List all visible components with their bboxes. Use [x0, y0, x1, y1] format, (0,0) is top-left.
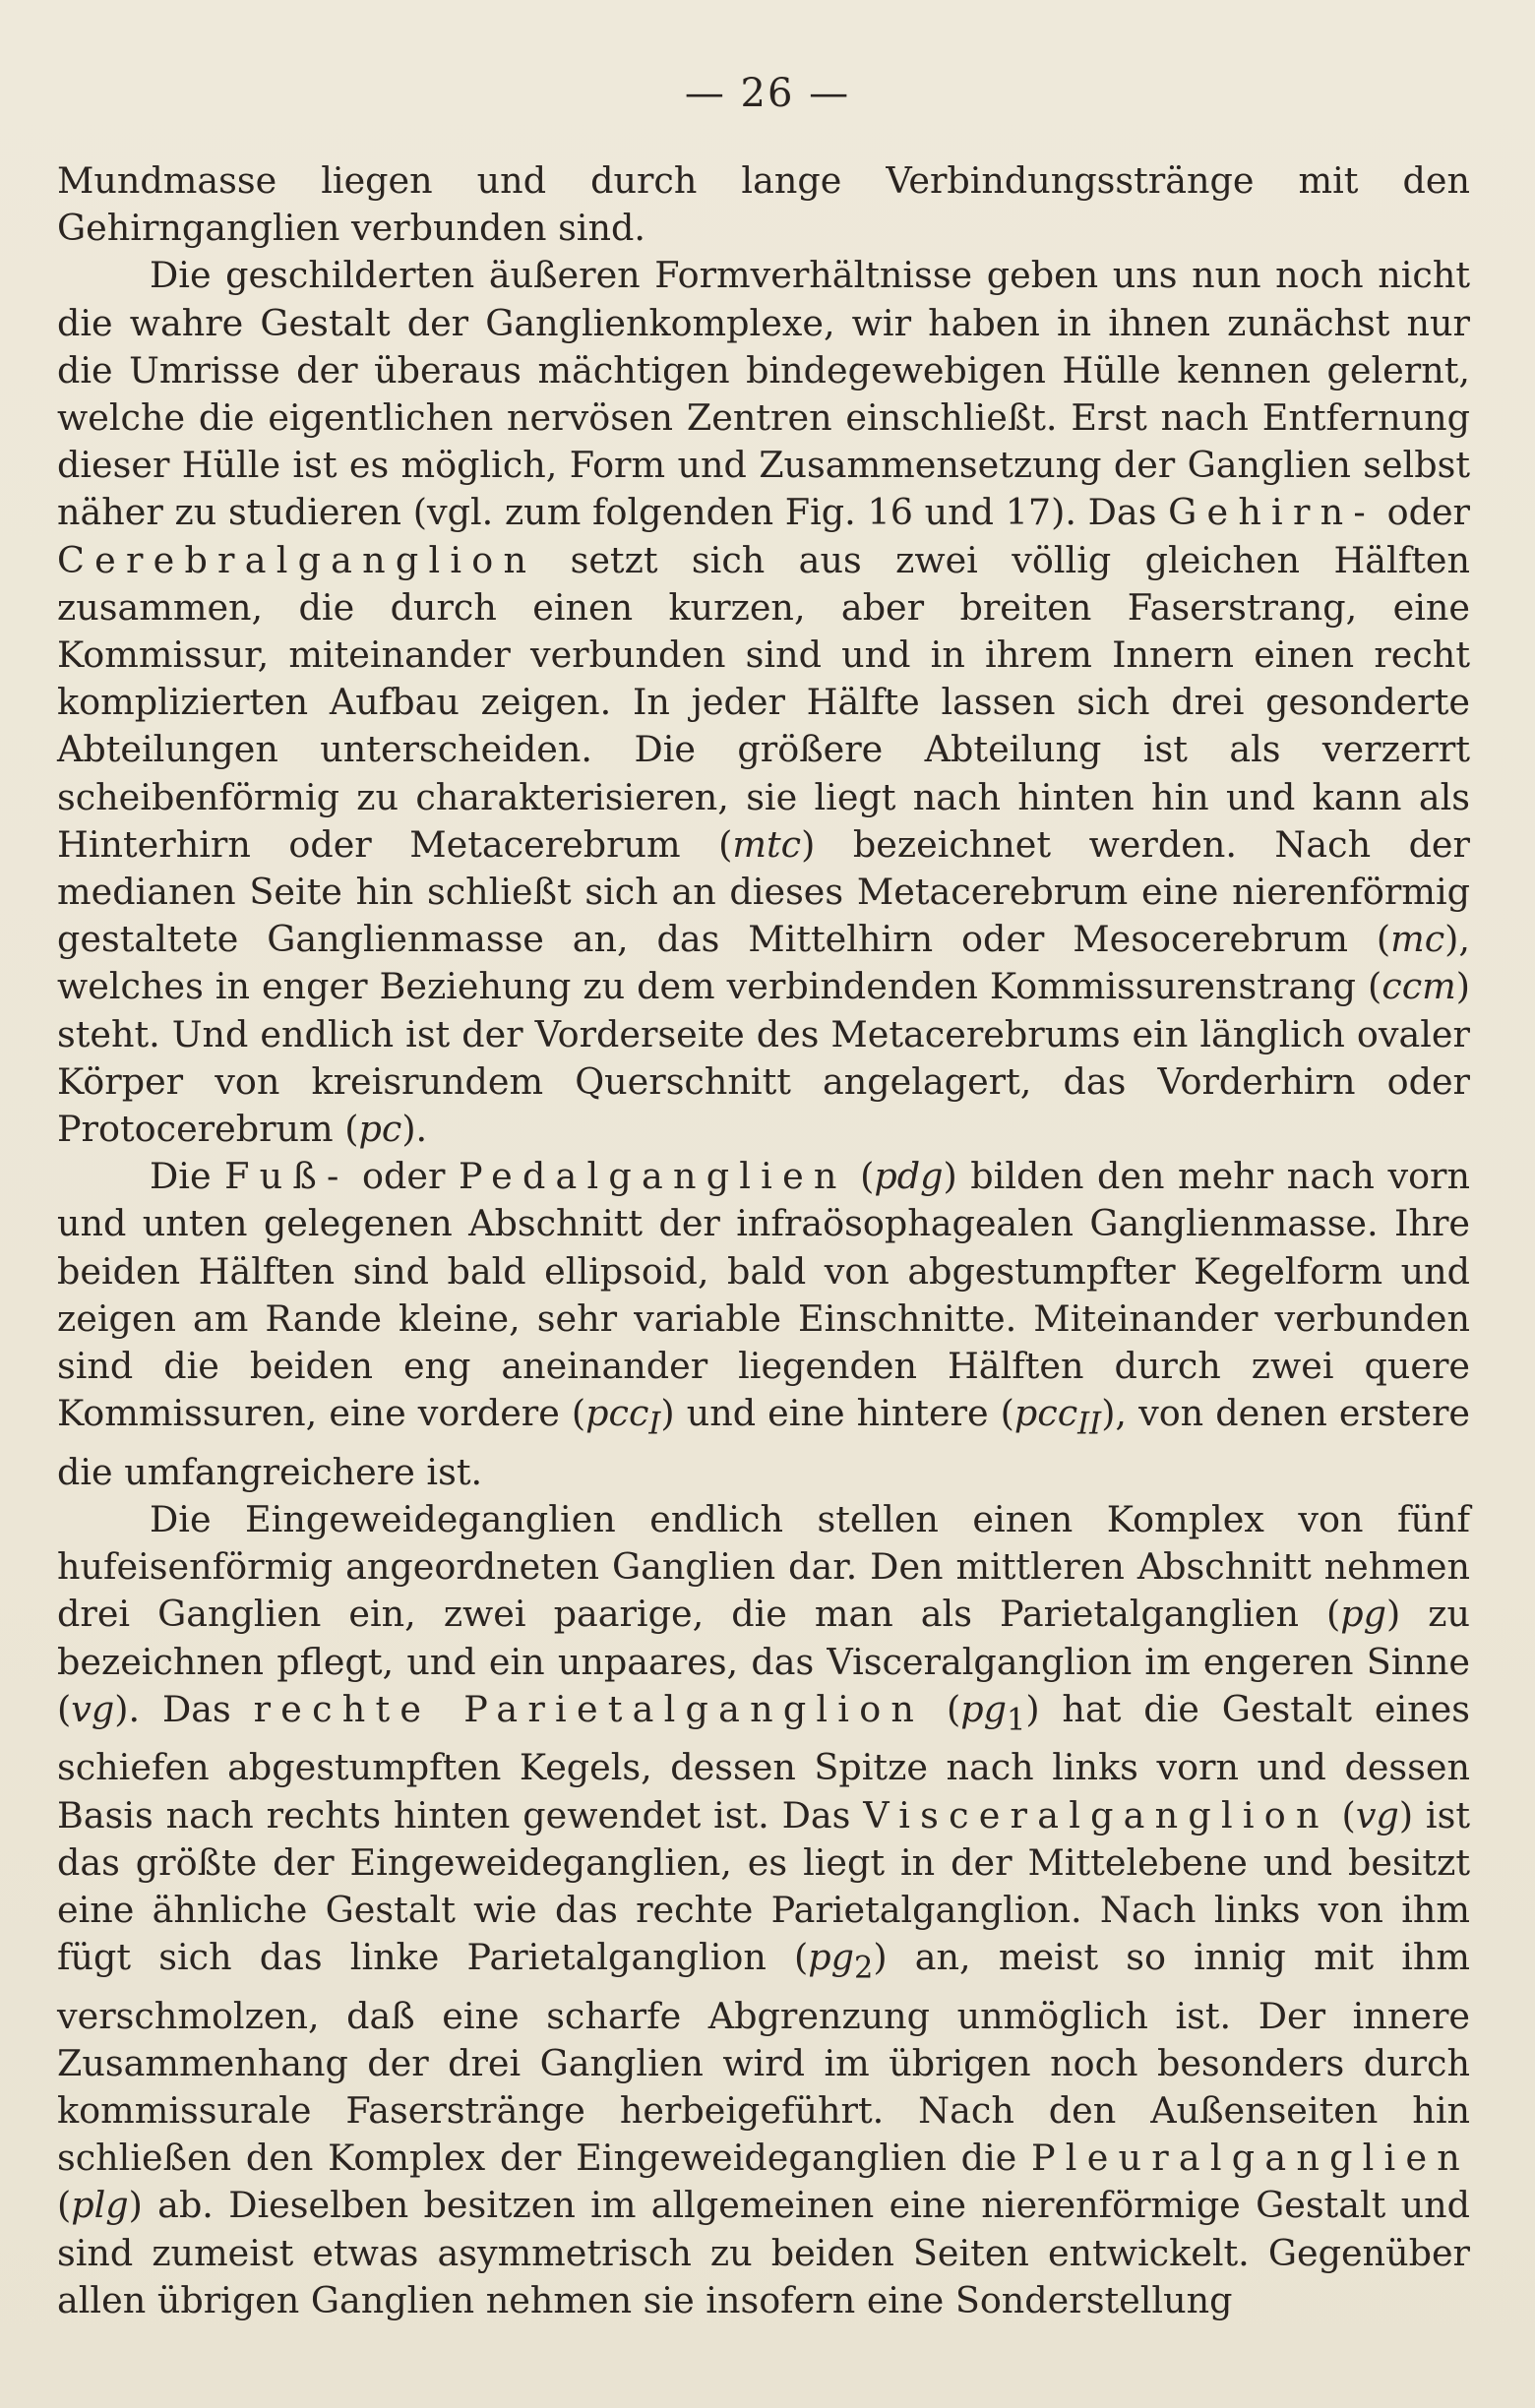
spaced-term: Pedalganglien: [458, 1155, 847, 1198]
figure-abbreviation: vg: [1355, 1793, 1399, 1836]
text-run: (: [57, 2184, 72, 2227]
text-run: Die geschilderten äußeren Formverhältnisse geben uns nun noch nicht die wahre Gestalt der Ganglienkomplexe, wir haben in ihnen zunächst nur die Umrisse der überaus mächtigen bindegewebigen Hülle kennen gelernt, welche die eigentlichen nervösen Zentren einschließt. Erst nach Entfernung dieser Hülle ist es möglich, Form und Zusammensetzung der Ganglien selbst näher zu studieren (vgl. zum folgenden Fig. 16 und 17). Das: [57, 254, 1470, 534]
subscript: 2: [854, 1951, 874, 1986]
spaced-term: Fuß-: [224, 1155, 349, 1198]
figure-abbreviation: plg: [71, 2184, 129, 2227]
figure-abbreviation: pc: [358, 1108, 402, 1151]
text-run: ) ist das größte der Eingeweideganglien, es liegt in der Mittelebene und besitzt eine ähnliche Gestalt wie das rechte Parietalganglion. Nach links von ihm fügt sich das linke Parietalganglion (: [57, 1793, 1470, 1979]
text-run: ) und eine hintere (: [660, 1392, 1014, 1435]
text-run: oder: [348, 1155, 459, 1198]
text-run: ) bezeichnet werden. Nach der medianen Seite hin schließt sich an dieses Metacerebrum eine nierenförmig gestaltete Ganglienmasse an, das Mittelhirn oder Mesocerebrum (: [57, 822, 1470, 961]
body-text: [57, 157, 1470, 2324]
figure-abbreviation: mc: [1390, 918, 1445, 961]
paragraph: [57, 157, 1470, 252]
spaced-term: Gehirn-: [1168, 491, 1376, 534]
text-run: ).: [401, 1108, 428, 1151]
spaced-term: Cerebralganglion: [57, 538, 537, 581]
subscript: 1: [1006, 1703, 1026, 1738]
text-run: ). Das: [114, 1687, 254, 1730]
text-run: Die: [150, 1155, 225, 1198]
figure-abbreviation: pdg: [874, 1155, 944, 1198]
page-number: — 26 —: [684, 71, 851, 116]
text-run: setzt sich aus zwei völlig gleichen Hälften zusammen, die durch einen kurzen, aber breiten Faserstrang, eine Kommissur, miteinander verbunden sind und in ihrem Innern einen recht komplizierten Aufbau zeigen. In jeder Hälfte lassen sich drei gesonderte Abteilungen unterscheiden. Die größere Abteilung ist als verzerrt scheibenförmig zu charakterisieren, sie liegt nach hinten hin und kann als Hinterhirn oder Metacerebrum (: [57, 538, 1470, 866]
spaced-term: Pleuralganglien: [1031, 2137, 1470, 2180]
text-run: ) steht. Und endlich ist der Vorderseite des Metacerebrums ein länglich ovaler Körper von kreisrundem Querschnitt angelagert, das Vorderhirn oder Protocerebrum (: [57, 965, 1470, 1151]
text-run: (: [846, 1155, 875, 1198]
text-run: (: [924, 1687, 961, 1730]
figure-abbreviation: pg: [808, 1936, 855, 1979]
spaced-term: rechte Parietalganglion: [253, 1687, 925, 1730]
figure-abbreviation: pcc: [1013, 1392, 1078, 1435]
text-run: ) hat die Gestalt eines schiefen abgestumpften Kegels, dessen Spitze nach links vorn und dessen Basis nach rechts hinten gewendet ist. Das: [57, 1687, 1470, 1836]
text-run: ) bilden den mehr nach vorn und unten gelegenen Abschnitt der infraösophagealen Ganglienmasse. Ihre beiden Hälften sind bald ellipsoid, bald von abgestumpfter Kegelform und zeigen am Rande kleine, sehr variable Einschnitte. Miteinander verbunden sind die beiden eng aneinander liegenden Hälften durch zwei quere Kommissuren, eine vordere (: [57, 1155, 1471, 1435]
figure-abbreviation: pcc: [585, 1392, 649, 1435]
text-run: ) zu bezeichnen pflegt, und ein unpaares, das Visceralganglion im engeren Sinne (: [57, 1593, 1470, 1730]
figure-abbreviation: vg: [71, 1687, 115, 1730]
text-run: ), welches in enger Beziehung zu dem verbindenden Kommissurenstrang (: [57, 918, 1470, 1008]
text-run: ), von denen erstere die umfangreichere ist.: [57, 1392, 1470, 1493]
text-run: oder: [1375, 491, 1470, 534]
text-run: (: [1328, 1793, 1356, 1836]
paragraph: [57, 1496, 1470, 2324]
figure-abbreviation: ccm: [1382, 965, 1456, 1008]
subscript: I: [648, 1407, 661, 1442]
text-run: ) an, meist so innig mit ihm verschmolzen, daß eine scharfe Abgrenzung unmöglich ist. Der innere Zusammenhang der drei Ganglien wird im übrigen noch besonders durch kommissurale Faserstränge herbeigeführt. Nach den Außenseiten hin schließen den Komplex der Eingeweideganglien die: [57, 1936, 1470, 2180]
subscript: II: [1077, 1407, 1102, 1442]
spaced-term: Visceralganglion: [863, 1793, 1329, 1836]
paragraph: [57, 252, 1470, 1153]
paragraph: [57, 1153, 1470, 1496]
figure-abbreviation: pg: [1340, 1593, 1386, 1636]
text-run: Mundmasse liegen und durch lange Verbindungsstränge mit den Gehirnganglien verbunden sind.: [57, 159, 1470, 250]
figure-abbreviation: pg: [960, 1687, 1007, 1730]
text-run: Die Eingeweideganglien endlich stellen einen Komplex von fünf hufeisenförmig angeordneten Ganglien dar. Den mittleren Abschnitt nehmen drei Ganglien ein, zwei paarige, die man als Parietalganglien (: [57, 1497, 1470, 1636]
text-run: ) ab. Dieselben besitzen im allgemeinen eine nierenförmige Gestalt und sind zumeist etwas asymmetrisch zu beiden Seiten entwickelt. Gegenüber allen übrigen Ganglien nehmen sie insofern eine Sonderstellung: [57, 2184, 1470, 2321]
figure-abbreviation: mtc: [732, 822, 802, 866]
